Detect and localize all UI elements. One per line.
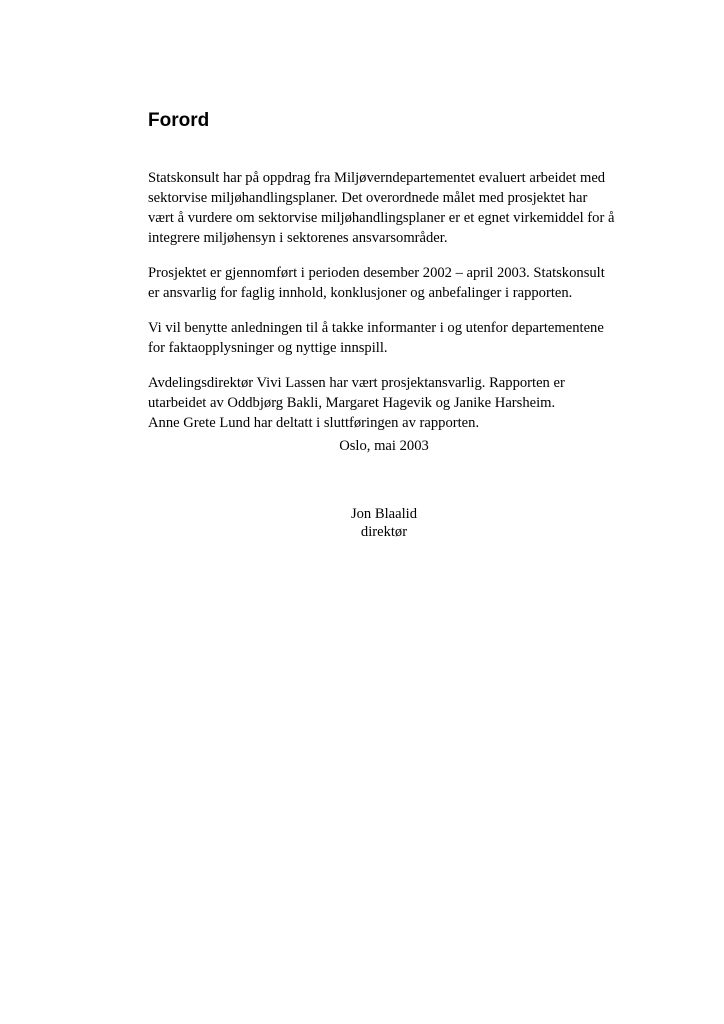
text-line: Statskonsult har på oppdrag fra Miljøverndepartementet evaluert arbeidet med: [148, 170, 606, 186]
place-date: Oslo, mai 2003: [339, 438, 429, 454]
text-line: Prosjektet er gjennomført i perioden desember 2002 – april 2003. Statskonsult: [148, 265, 605, 281]
text-line: Avdelingsdirektør Vivi Lassen har vært prosjektansvarlig. Rapporten er: [148, 375, 565, 391]
paragraph-4: [148, 373, 628, 433]
text-line: Anne Grete Lund har deltatt i sluttføringen av rapporten.: [148, 415, 480, 431]
text-line: integrere miljøhensyn i sektorenes ansvarsområder.: [148, 230, 448, 246]
preface-body: [148, 168, 628, 448]
text-line: Vi vil benytte anledningen til å takke informanter i og utenfor departementene: [148, 320, 604, 336]
signature-block: [148, 505, 620, 541]
text-line: utarbeidet av Oddbjørg Bakli, Margaret Hagevik og Janike Harsheim.: [148, 395, 556, 411]
paragraph-1: [148, 168, 628, 248]
text-line: sektorvise miljøhandlingsplaner. Det overordnede målet med prosjektet har: [148, 190, 588, 206]
paragraph-3: [148, 318, 628, 358]
paragraph-2: [148, 263, 628, 303]
signatory-title: direktør: [360, 524, 408, 540]
text-line: for faktaopplysninger og nyttige innspill.: [148, 340, 388, 356]
page-title: Forord: [148, 110, 210, 131]
text-line: er ansvarlig for faglig innhold, konklusjoner og anbefalinger i rapporten.: [148, 285, 573, 301]
signatory-name: Jon Blaalid: [350, 506, 418, 522]
text-line: vært å vurdere om sektorvise miljøhandlingsplaner er et egnet virkemiddel for å: [148, 210, 615, 226]
